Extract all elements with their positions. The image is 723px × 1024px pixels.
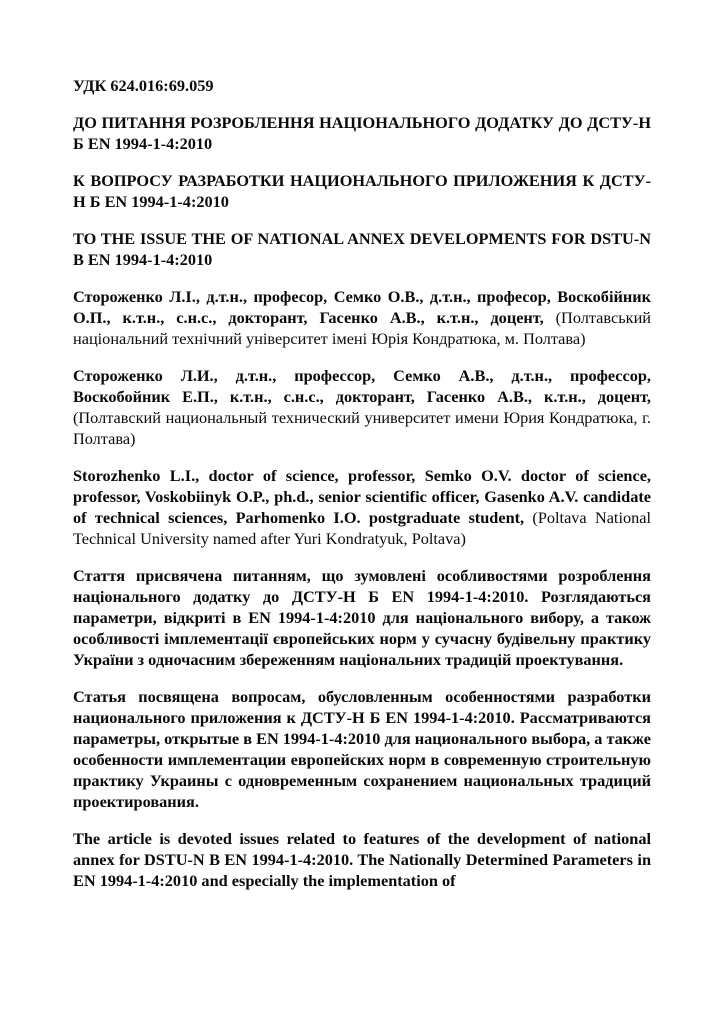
title-english: TO THE ISSUE THE OF NATIONAL ANNEX DEVELOPMENTS FOR DSTU-N B EN 1994-1-4:2010 bbox=[73, 229, 651, 269]
title-ukrainian: ДО ПИТАННЯ РОЗРОБЛЕННЯ НАЦІОНАЛЬНОГО ДОДАТКУ ДО ДСТУ-Н Б EN 1994-1-4:2010 bbox=[73, 113, 651, 153]
authors-english bbox=[73, 465, 651, 549]
authors-russian bbox=[73, 365, 651, 449]
abstract-english: The article is devoted issues related to features of the development of national annex for DSTU-N B EN 1994-1-4:2010. The Nationally Determined Parameters in EN 1994-1-4:2010 and especially the implementation of bbox=[73, 829, 651, 890]
authors-ukrainian-names: Стороженко Л.І., д.т.н., професор, Семко О.В., д.т.н., професор, Воскобійник О.П., к.т.н., с.н.с., докторант, Гасенко А.В., к.т.н., доцент, bbox=[73, 287, 651, 327]
udc-code: УДК 624.016:69.059 bbox=[73, 76, 214, 95]
authors-ukrainian-affiliation: (Полтавський національний технічний університет імені Юрія Кондратюка, м. Полтава) bbox=[73, 308, 651, 348]
authors-english-names: Storozhenko L.I., doctor of science, professor, Semko O.V. doctor of science, professor, Voskobiinyk O.P., ph.d., senior scientific officer, Gasenko A.V. candidate of тechnical sciences, Parhomenko I.O. postgraduate student, bbox=[73, 466, 651, 527]
authors-russian-names: Стороженко Л.И., д.т.н., профессор, Семко А.В., д.т.н., профессор, Воскобойник Е.П., к.т.н., с.н.с., докторант, Гасенко А.В., к.т.н., доцент, bbox=[73, 366, 651, 406]
abstract-russian: Статья посвящена вопросам, обусловленным особенностями разработки национального приложения к ДСТУ-Н Б EN 1994-1-4:2010. Рассматриваются параметры, открытые в EN 1994-1-4:2010 для национального выбора, а также особенности имплементации европейских норм в современную строительную практику Украины с одновременным сохранением национальных традиций проектирования. bbox=[73, 687, 651, 811]
authors-english-affiliation: (Poltava National Technical University named after Yuri Kondratyuk, Poltava) bbox=[73, 508, 652, 548]
abstract-ukrainian: Стаття присвячена питанням, що зумовлені особливостями розроблення національного додатку до ДСТУ-Н Б EN 1994-1-4:2010. Розглядаються параметри, відкриті в EN 1994-1-4:2010 для національного вибору, а також особливості імплементації європейських норм у сучасну будівельну практику України з одночасним збереженням національних традицій проектування. bbox=[73, 566, 651, 669]
authors-russian-affiliation: (Полтавский национальный технический университет имени Юрия Кондратюка, г. Полтава) bbox=[73, 408, 651, 448]
title-russian: К ВОПРОСУ РАЗРАБОТКИ НАЦИОНАЛЬНОГО ПРИЛОЖЕНИЯ К ДСТУ-Н Б EN 1994-1-4:2010 bbox=[73, 171, 651, 211]
authors-ukrainian bbox=[73, 286, 651, 349]
